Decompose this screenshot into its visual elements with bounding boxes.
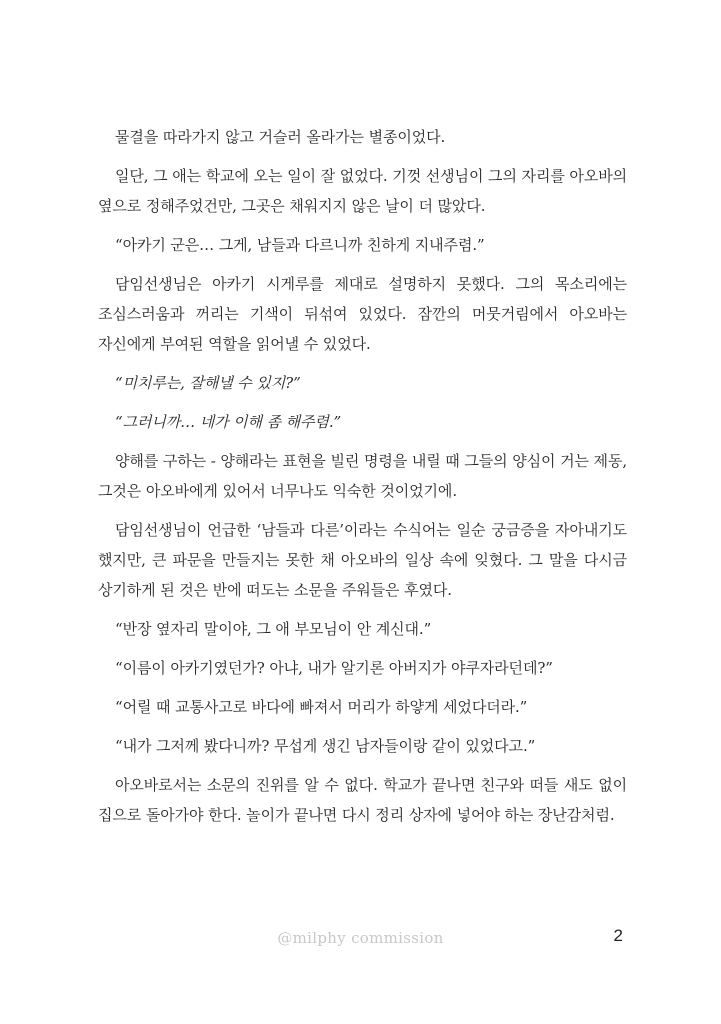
- page-number: 2: [613, 926, 623, 945]
- paragraph: “내가 그저께 봤다니까? 무섭게 생긴 남자들이랑 같이 있었다고.”: [115, 737, 536, 755]
- document-body: [98, 122, 627, 839]
- paragraph: “어릴 때 교통사고로 바다에 빠져서 머리가 하얗게 세었다더라.”: [115, 698, 528, 716]
- paragraph: 일단, 그 애는 학교에 오는 일이 잘 없었다. 기껏 선생님이 그의 자리를 아오바의 옆으로 정해주었건만, 그곳은 채워지지 않은 날이 더 많았다.: [98, 167, 627, 215]
- paragraph: 아오바로서는 소문의 진위를 알 수 없다. 학교가 끝나면 친구와 떠들 새도 없이 집으로 돌아가야 한다. 놀이가 끝나면 다시 정리 상자에 넣어야 하는 장난감처럼.: [98, 776, 627, 824]
- paragraph: 담임선생님은 아카기 시게루를 제대로 설명하지 못했다. 그의 목소리에는 조심스러움과 꺼리는 기색이 뒤섞여 있었다. 잠깐의 머뭇거림에서 아오바는 자신에게 부여된 역할을 읽어낼 수 있었다.: [98, 275, 627, 353]
- paragraph: “반장 옆자리 말이야, 그 애 부모님이 안 계신대.”: [115, 620, 432, 638]
- paragraph: “이름이 아카기였던가? 아냐, 내가 알기론 아버지가 야쿠자라던데?”: [115, 659, 553, 677]
- paragraph: 물결을 따라가지 않고 거슬러 올라가는 별종이었다.: [115, 128, 446, 146]
- paragraph: “아카기 군은… 그게, 남들과 다르니까 친하게 지내주렴.”: [115, 236, 485, 254]
- paragraph: 양해를 구하는 - 양해라는 표현을 빌린 명령을 내릴 때 그들의 양심이 거는 제동, 그것은 아오바에게 있어서 너무나도 익숙한 것이었기에.: [98, 452, 627, 500]
- paragraph: 담임선생님이 언급한 ‘남들과 다른’이라는 수식어는 일순 궁금증을 자아내기도 했지만, 큰 파문을 만들지는 못한 채 아오바의 일상 속에 잊혔다. 그 말을 다시금 상기하게 된 것은 반에 떠도는 소문을 주워들은 후였다.: [98, 521, 627, 599]
- watermark: @milphy commission: [277, 929, 444, 947]
- paragraph: “그러니까… 네가 이해 좀 해주렴.”: [115, 413, 342, 431]
- paragraph: “미치루는, 잘해낼 수 있지?”: [115, 374, 301, 392]
